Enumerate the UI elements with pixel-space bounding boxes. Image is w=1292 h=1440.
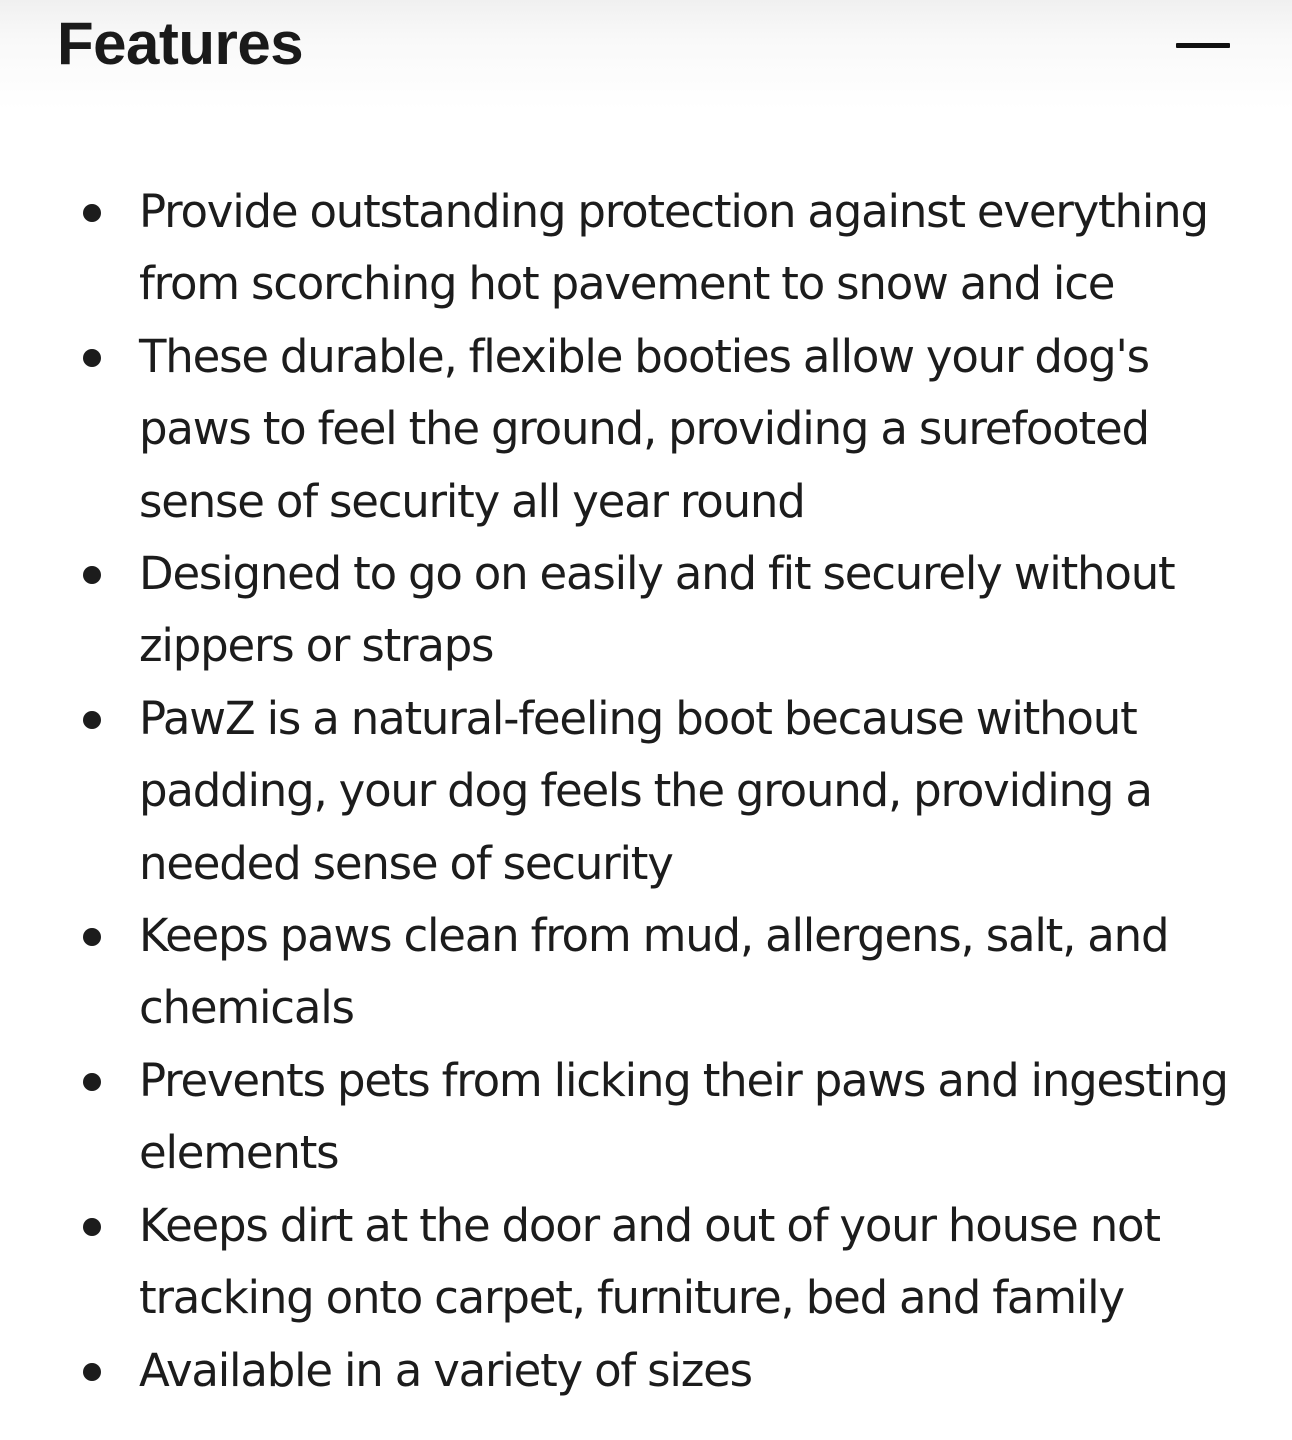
bullet-icon xyxy=(83,1073,101,1091)
feature-text: Keeps dirt at the door and out of your house not tracking onto carpet, furniture, bed and family xyxy=(139,1198,1160,1325)
feature-text: Available in a variety of sizes xyxy=(139,1343,752,1397)
feature-item xyxy=(0,1190,1292,1335)
feature-item xyxy=(0,900,1292,1045)
bullet-icon xyxy=(83,928,101,946)
bullet-icon xyxy=(83,1218,101,1236)
feature-text: Designed to go on easily and fit securely without zippers or straps xyxy=(139,547,1175,673)
feature-item xyxy=(0,1045,1292,1190)
bullet-icon xyxy=(83,204,101,222)
collapse-button[interactable] xyxy=(1168,26,1236,66)
feature-text: PawZ is a natural-feeling boot because without padding, your dog feels the ground, providing a needed sense of security xyxy=(139,691,1152,890)
feature-text: Prevents pets from licking their paws and ingesting elements xyxy=(139,1053,1228,1180)
feature-item xyxy=(0,538,1292,683)
feature-list xyxy=(0,176,1292,1407)
feature-text: Keeps paws clean from mud, allergens, salt, and chemicals xyxy=(139,909,1169,1035)
bullet-icon xyxy=(83,711,101,729)
bullet-icon xyxy=(83,566,101,584)
accordion-header[interactable] xyxy=(0,0,1292,120)
bullet-icon xyxy=(83,349,101,367)
feature-text: These durable, flexible booties allow your dog's paws to feel the ground, providing a surefooted sense of security all year round xyxy=(139,329,1149,528)
feature-text: Provide outstanding protection against everything from scorching hot pavement to snow and ice xyxy=(139,185,1208,311)
minus-icon xyxy=(1176,43,1230,48)
bullet-icon xyxy=(83,1363,101,1381)
feature-item xyxy=(0,683,1292,900)
feature-item xyxy=(0,321,1292,538)
feature-item xyxy=(0,176,1292,321)
feature-item xyxy=(0,1335,1292,1407)
section-title: Features xyxy=(57,10,304,77)
